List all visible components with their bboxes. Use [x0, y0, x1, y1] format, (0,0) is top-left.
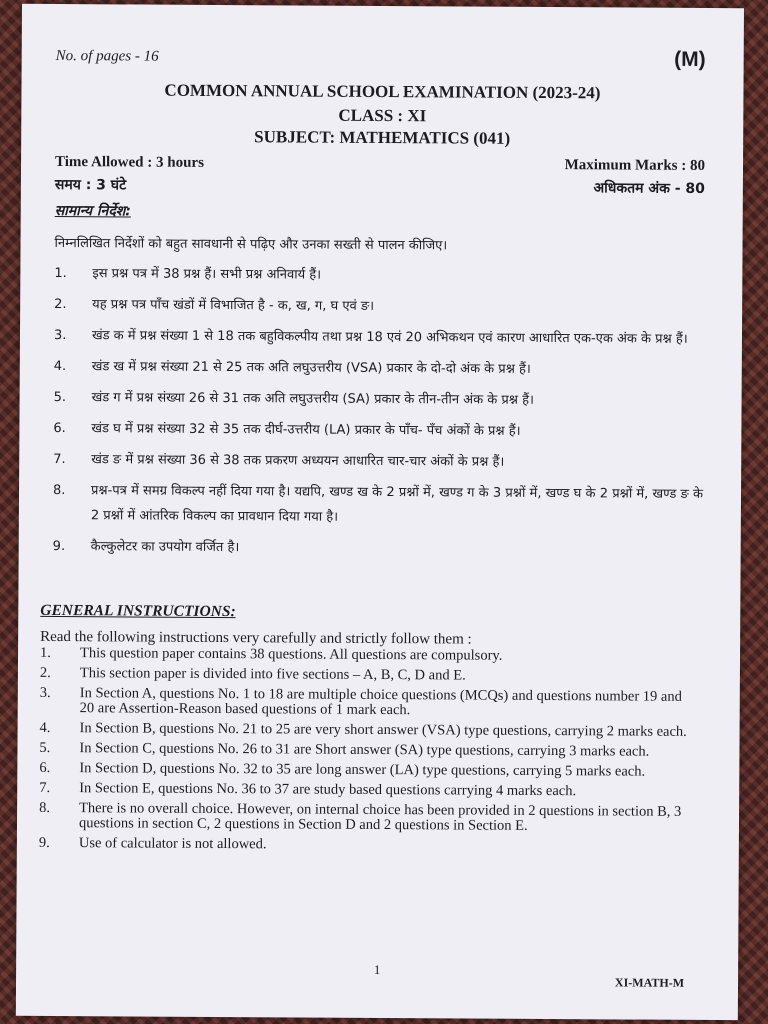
item-text: खंड ख में प्रश्न संख्या 21 से 25 तक अति लघुउत्तरीय (VSA) प्रकार के दो-दो अंक के प्रश्न हैं। [91, 359, 531, 377]
item-text: खंड ङ में प्रश्न संख्या 36 से 38 तक प्रकरण अध्ययन आधारित चार-चार अंकों के प्रश्न हैं। [91, 452, 505, 470]
item-number: 2. [39, 664, 51, 681]
max-marks-en: Maximum Marks : 80 [564, 157, 706, 174]
exam-title: COMMON ANNUAL SCHOOL EXAMINATION (2023-24) [164, 80, 601, 103]
item-number: 2. [54, 296, 67, 313]
instruction-item [39, 801, 695, 835]
page-number: 1 [373, 961, 381, 978]
item-number: 9. [38, 834, 50, 851]
item-text: यह प्रश्न पत्र पाँच खंडों में विभाजित है - क, ख, ग, घ एवं ङ। [92, 297, 375, 314]
item-text: खंड क में प्रश्न संख्या 1 से 18 तक बहुविकल्पीय तथा प्रश्न 18 एवं 20 अभिकथन एवं कारण आधारित एक-एक अंक के प्रश्न हैं। [91, 328, 688, 347]
instruction-item [40, 666, 696, 685]
instruction-item [40, 686, 696, 720]
item-text: This question paper contains 38 questions. All questions are compulsory. [79, 645, 503, 664]
instruction-item [40, 646, 696, 665]
instruction-item [39, 781, 695, 800]
hindi-instruction-item [53, 416, 703, 445]
item-number: 4. [53, 358, 67, 375]
hindi-instructions-list [53, 261, 705, 569]
item-number: 4. [39, 719, 51, 736]
general-instructions-intro: Read the following instructions very carefully and strictly follow them : [40, 628, 472, 648]
item-number: 3. [53, 327, 67, 344]
instruction-item [39, 836, 695, 855]
item-text: In Section B, questions No. 21 to 25 are very short answer (VSA) type questions, carrying 2 marks each. [79, 720, 687, 740]
page-count: No. of pages - 16 [55, 48, 159, 65]
max-marks-hi: अधिकतम अंक - 80 [593, 180, 705, 197]
item-text: खंड ग में प्रश्न संख्या 26 से 31 तक अति लघुउत्तरीय (SA) प्रकार के तीन-तीन अंक के प्रश्न हैं। [91, 390, 534, 408]
paper-code: (M) [674, 47, 706, 71]
item-text: In Section E, questions No. 36 to 37 are study based questions carrying 4 marks each. [79, 780, 577, 800]
item-number: 8. [52, 482, 66, 499]
general-instructions-heading: GENERAL INSTRUCTIONS: [40, 601, 236, 621]
item-number: 3. [39, 684, 51, 701]
item-number: 8. [39, 799, 51, 816]
item-text: In Section A, questions No. 1 to 18 are multiple choice questions (MCQs) and questions number 19 and 20 are Assertion-Reason based questions of 1 mark each. [79, 685, 682, 719]
item-text: This section paper is divided into five sections – A, B, C, D and E. [79, 665, 466, 684]
hindi-instruction-item [53, 478, 703, 532]
item-text: There is no overall choice. However, on internal choice has been provided in 2 questions in section B, 3 questions in section C, 2 questions in Section D and 2 questions in Section E. [78, 800, 682, 834]
hindi-instruction-item [54, 261, 704, 290]
hindi-instruction-item [54, 385, 704, 414]
hindi-instruction-item [54, 292, 704, 321]
hindi-instructions-intro: निम्नलिखित निर्देशों को बहुत सावधानी से पढ़िए और उनका सख्ती से पालन कीजिए। [54, 235, 448, 254]
footer-code: XI-MATH-M [614, 975, 685, 990]
instruction-item [39, 741, 695, 760]
item-number: 6. [53, 420, 66, 437]
item-number: 1. [39, 644, 51, 661]
item-number: 9. [52, 538, 66, 555]
item-text: प्रश्न-पत्र में समग्र विकल्प नहीं दिया गया है। यद्यपि, खण्ड ख के 2 प्रश्नों में, खण्ड ग के 3 प्रश्नों में, खण्ड घ के 2 प्रश्नों में, खण्ड ङ के 2 प्रश्नों में आंतरिक विकल्प का प्रावधान दिया गया है। [90, 483, 704, 525]
instruction-item [39, 761, 695, 780]
general-instructions-list [39, 646, 696, 860]
hindi-instruction-item [54, 354, 704, 383]
hindi-instruction-item [53, 534, 703, 563]
subject-title: SUBJECT: MATHEMATICS (041) [254, 127, 511, 148]
item-text: Use of calculator is not allowed. [78, 835, 267, 853]
hindi-instruction-item [53, 447, 703, 476]
instruction-item [40, 721, 696, 740]
time-allowed-hi: समय : 3 घंटे [54, 176, 127, 194]
item-text: In Section D, questions No. 32 to 35 are long answer (LA) type questions, carrying 5 marks each. [79, 760, 646, 780]
item-number: 6. [39, 759, 51, 776]
time-allowed-en: Time Allowed : 3 hours [54, 153, 204, 171]
item-text: कैल्कुलेटर का उपयोग वर्जित है। [90, 539, 240, 556]
item-number: 1. [54, 265, 67, 282]
hindi-instruction-item [54, 323, 704, 352]
item-text: In Section C, questions No. 26 to 31 are Short answer (SA) type questions, carrying 3 marks each. [79, 740, 650, 760]
item-number: 7. [39, 779, 51, 796]
item-number: 5. [53, 389, 67, 406]
exam-paper [16, 4, 744, 1020]
hindi-instructions-heading: सामान्य निर्देश: [54, 202, 131, 220]
class-title: CLASS : XI [338, 105, 427, 126]
item-number: 5. [39, 739, 51, 756]
item-text: इस प्रश्न पत्र में 38 प्रश्न हैं। सभी प्रश्न अनिवार्य हैं। [92, 266, 322, 283]
item-text: खंड घ में प्रश्न संख्या 32 से 35 तक दीर्घ-उत्तरीय (LA) प्रकार के पाँच- पँच अंकों के प्रश्न हैं। [91, 421, 521, 439]
item-number: 7. [53, 451, 66, 468]
